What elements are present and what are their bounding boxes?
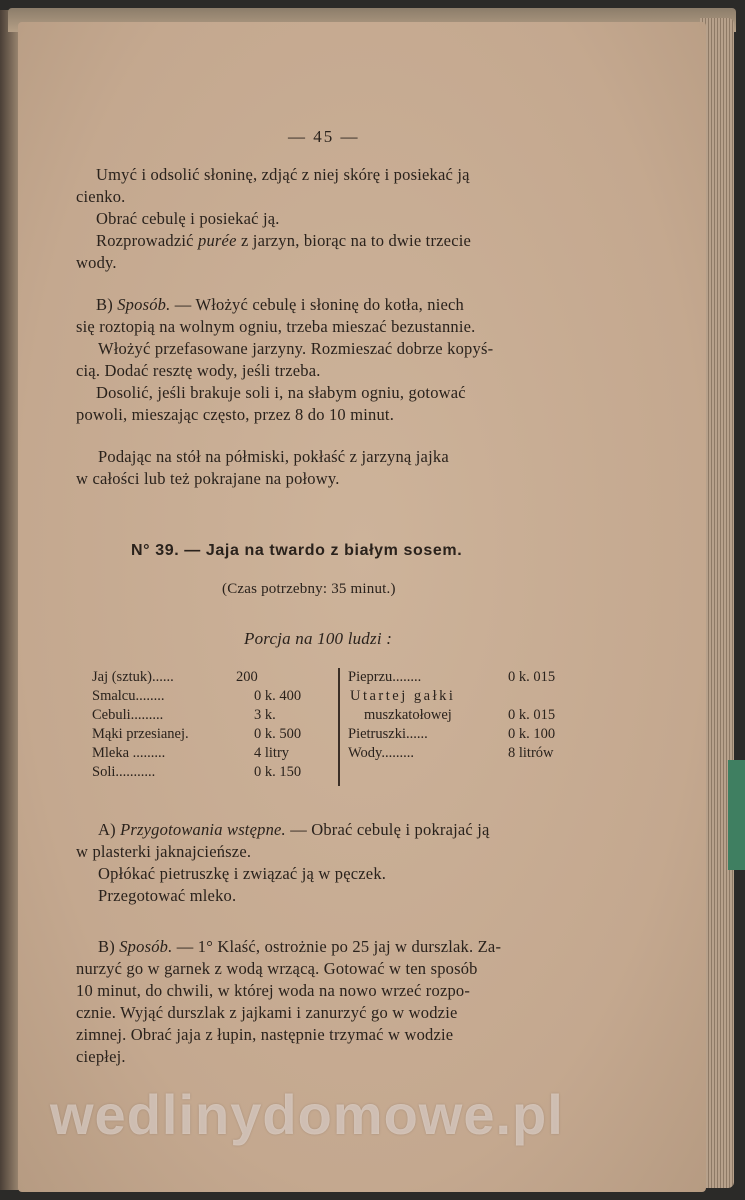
intro-line-4-start: Rozprowadzić [96, 231, 194, 250]
ingredient-right-5-name: Wody......... [348, 745, 414, 761]
watermark: wedlinydomowe.pl [50, 1083, 564, 1146]
intro-line-2: cienko. [76, 187, 126, 206]
section-b2-line-3: 10 minut, do chwili, w której woda na nowo wrzeć rozpo- [76, 981, 471, 1000]
ingredient-left-2-name: Smalcu........ [92, 688, 165, 704]
intro-line-4-end: z jarzyn, biorąc na to dwie trzecie [240, 231, 472, 250]
section-a-line-4: Przegotować mleko. [98, 886, 237, 905]
serving-line-1: Podając na stół na półmiski, pokłaść z jarzyną jajka [98, 447, 449, 466]
section-b2-title: Sposób. [119, 937, 173, 956]
section-b2-label: B) [98, 937, 115, 956]
ingredient-left-6-name: Soli........... [92, 764, 156, 780]
section-b2-line-1 [98, 936, 501, 958]
section-b1-text-1: — Włożyć cebulę i słoninę do kotła, niech [174, 295, 464, 314]
section-a-line-1 [98, 819, 490, 841]
section-b2-line-6: ciepłej. [76, 1047, 126, 1066]
ingredient-right-3-name: muszkatołowej [364, 707, 452, 723]
ingredient-left-3-qty: 3 k. [254, 707, 276, 723]
intro-line-4 [96, 230, 471, 252]
ingredient-left-2-qty: 0 k. 400 [254, 688, 302, 704]
ingredient-left-1-qty: 200 [236, 669, 258, 685]
intro-puree: purée [198, 231, 237, 250]
section-b2-line-5: zimnej. Obrać jaja z łupin, następnie trzymać w wodzie [76, 1025, 454, 1044]
ingredient-right-1-name: Pieprzu........ [348, 669, 422, 685]
ingredient-left-6-qty: 0 k. 150 [254, 764, 302, 780]
ingredient-right-4-name: Pietruszki...... [348, 726, 428, 742]
section-b1-line-6: powoli, mieszając często, przez 8 do 10 minut. [76, 405, 395, 424]
intro-line-5: wody. [76, 253, 117, 272]
ingredient-left-3-name: Cebuli......... [92, 707, 164, 723]
ingredient-left-4-qty: 0 k. 500 [254, 726, 302, 742]
ingredient-right-3-qty: 0 k. 015 [508, 707, 556, 723]
section-b1-line-3: Włożyć przefasowane jarzyny. Rozmieszać dobrze kopyś- [98, 339, 494, 358]
ingredient-left-4-name: Mąki przesianej. [92, 726, 189, 742]
section-b2-line-4: cznie. Wyjąć durszlak z jajkami i zanurzyć go w wodzie [76, 1003, 458, 1022]
recipe-time: (Czas potrzebny: 35 minut.) [222, 581, 396, 597]
section-b1-label: B) [96, 295, 113, 314]
section-b2-line-2: nurzyć go w garnek z wodą wrzącą. Gotować w ten sposób [76, 959, 478, 978]
ingredient-right-1-qty: 0 k. 015 [508, 669, 556, 685]
ingredient-right-5-qty: 8 litrów [508, 745, 554, 761]
book-page [18, 22, 706, 1192]
section-b1-title: Sposób. [117, 295, 171, 314]
section-a-title: Przygotowania wstępne. [120, 820, 286, 839]
ingredient-left-1-name: Jaj (sztuk)...... [92, 669, 174, 685]
section-b1-line-4: cią. Dodać resztę wody, jeśli trzeba. [76, 361, 321, 380]
bookmark-tab [728, 760, 745, 870]
ingredient-left-5-name: Mleka ......... [92, 745, 166, 761]
section-b1-line-5: Dosolić, jeśli brakuje soli i, na słabym ogniu, gotować [96, 383, 466, 402]
recipe-portion: Porcja na 100 ludzi : [244, 629, 393, 648]
intro-line-1: Umyć i odsolić słoninę, zdjąć z niej skórę i posiekać ją [96, 165, 470, 184]
ingredient-left-5-qty: 4 litry [254, 745, 290, 761]
section-b1-line-2: się roztopią na wolnym ogniu, trzeba mieszać bezustannie. [76, 317, 476, 336]
section-b2-text-1: — 1° Klaść, ostrożnie po 25 jaj w durszlak. Za- [176, 937, 502, 956]
section-a-text-1: — Obrać cebulę i pokrajać ją [290, 820, 490, 839]
serving-line-2: w całości lub też pokrajane na połowy. [76, 469, 340, 488]
ingredients-divider [338, 668, 340, 786]
page-number: — 45 — [288, 127, 360, 146]
section-b1-line-1 [96, 294, 464, 316]
ingredient-right-4-qty: 0 k. 100 [508, 726, 556, 742]
intro-line-3: Obrać cebulę i posiekać ją. [96, 209, 280, 228]
section-a-label: A) [98, 820, 116, 839]
section-a-line-3: Opłókać pietruszkę i związać ją w pęczek. [98, 864, 387, 883]
recipe-heading: N° 39. — Jaja na twardo z białym sosem. [131, 542, 463, 559]
ingredient-right-2-name: Utartej gałki [350, 688, 456, 704]
section-a-line-2: w plasterki jaknajcieńsze. [76, 842, 252, 861]
